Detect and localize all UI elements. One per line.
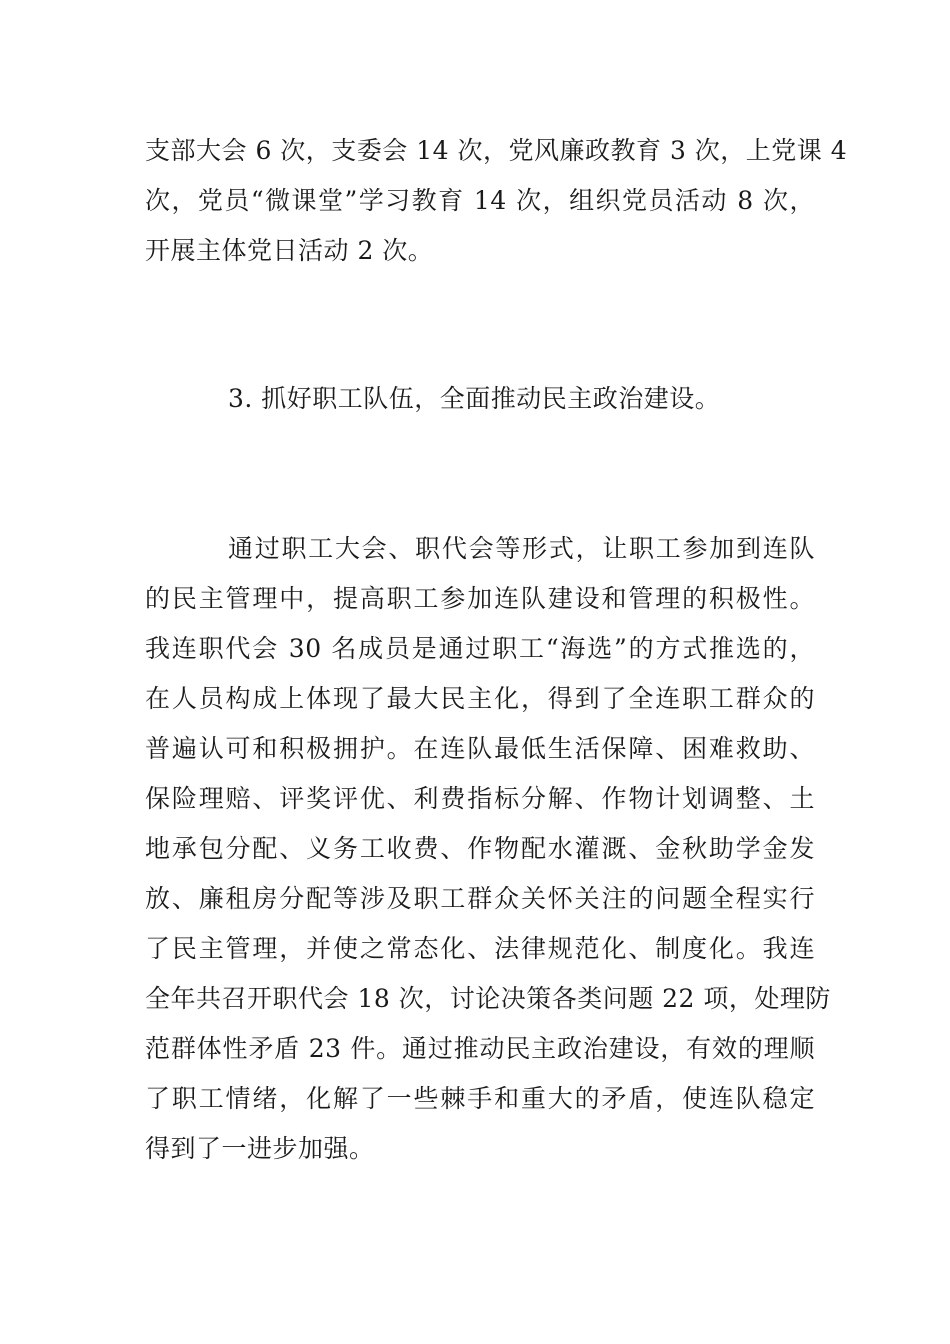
text-line: 地承包分配、义务工收费、作物配水灌溉、金秋助学金发 <box>145 834 815 863</box>
text-line: 放、廉租房分配等涉及职工群众关怀关注的问题全程实行 <box>145 884 815 913</box>
text-line: 范群体性矛盾 23 件。通过推动民主政治建设，有效的理顺 <box>145 1034 815 1063</box>
text-line: 次，党员“微课堂”学习教育 14 次，组织党员活动 8 次， <box>145 186 815 215</box>
text-line: 在人员构成上体现了最大民主化，得到了全连职工群众的 <box>145 684 815 713</box>
text-line: 开展主体党日活动 2 次。 <box>145 236 434 265</box>
text-line: 普遍认可和积极拥护。在连队最低生活保障、困难救助、 <box>145 734 815 763</box>
text-line: 我连职代会 30 名成员是通过职工“海选”的方式推选的， <box>145 634 815 663</box>
text-line: 保险理赔、评奖评优、利费指标分解、作物计划调整、土 <box>145 784 815 813</box>
text-line: 得到了一进步加强。 <box>145 1134 375 1163</box>
text-line: 了职工情绪，化解了一些棘手和重大的矛盾，使连队稳定 <box>145 1084 815 1113</box>
text-line: 支部大会 6 次，支委会 14 次，党风廉政教育 3 次，上党课 4 <box>145 136 848 165</box>
text-line: 通过职工大会、职代会等形式，让职工参加到连队 <box>228 534 815 563</box>
text-line: 全年共召开职代会 18 次，讨论决策各类问题 22 项，处理防 <box>145 984 831 1013</box>
text-line: 的民主管理中，提高职工参加连队建设和管理的积极性。 <box>145 584 815 613</box>
text-line: 了民主管理，并使之常态化、法律规范化、制度化。我连 <box>145 934 815 963</box>
section-heading-3: 3. 抓好职工队伍，全面推动民主政治建设。 <box>228 384 721 413</box>
